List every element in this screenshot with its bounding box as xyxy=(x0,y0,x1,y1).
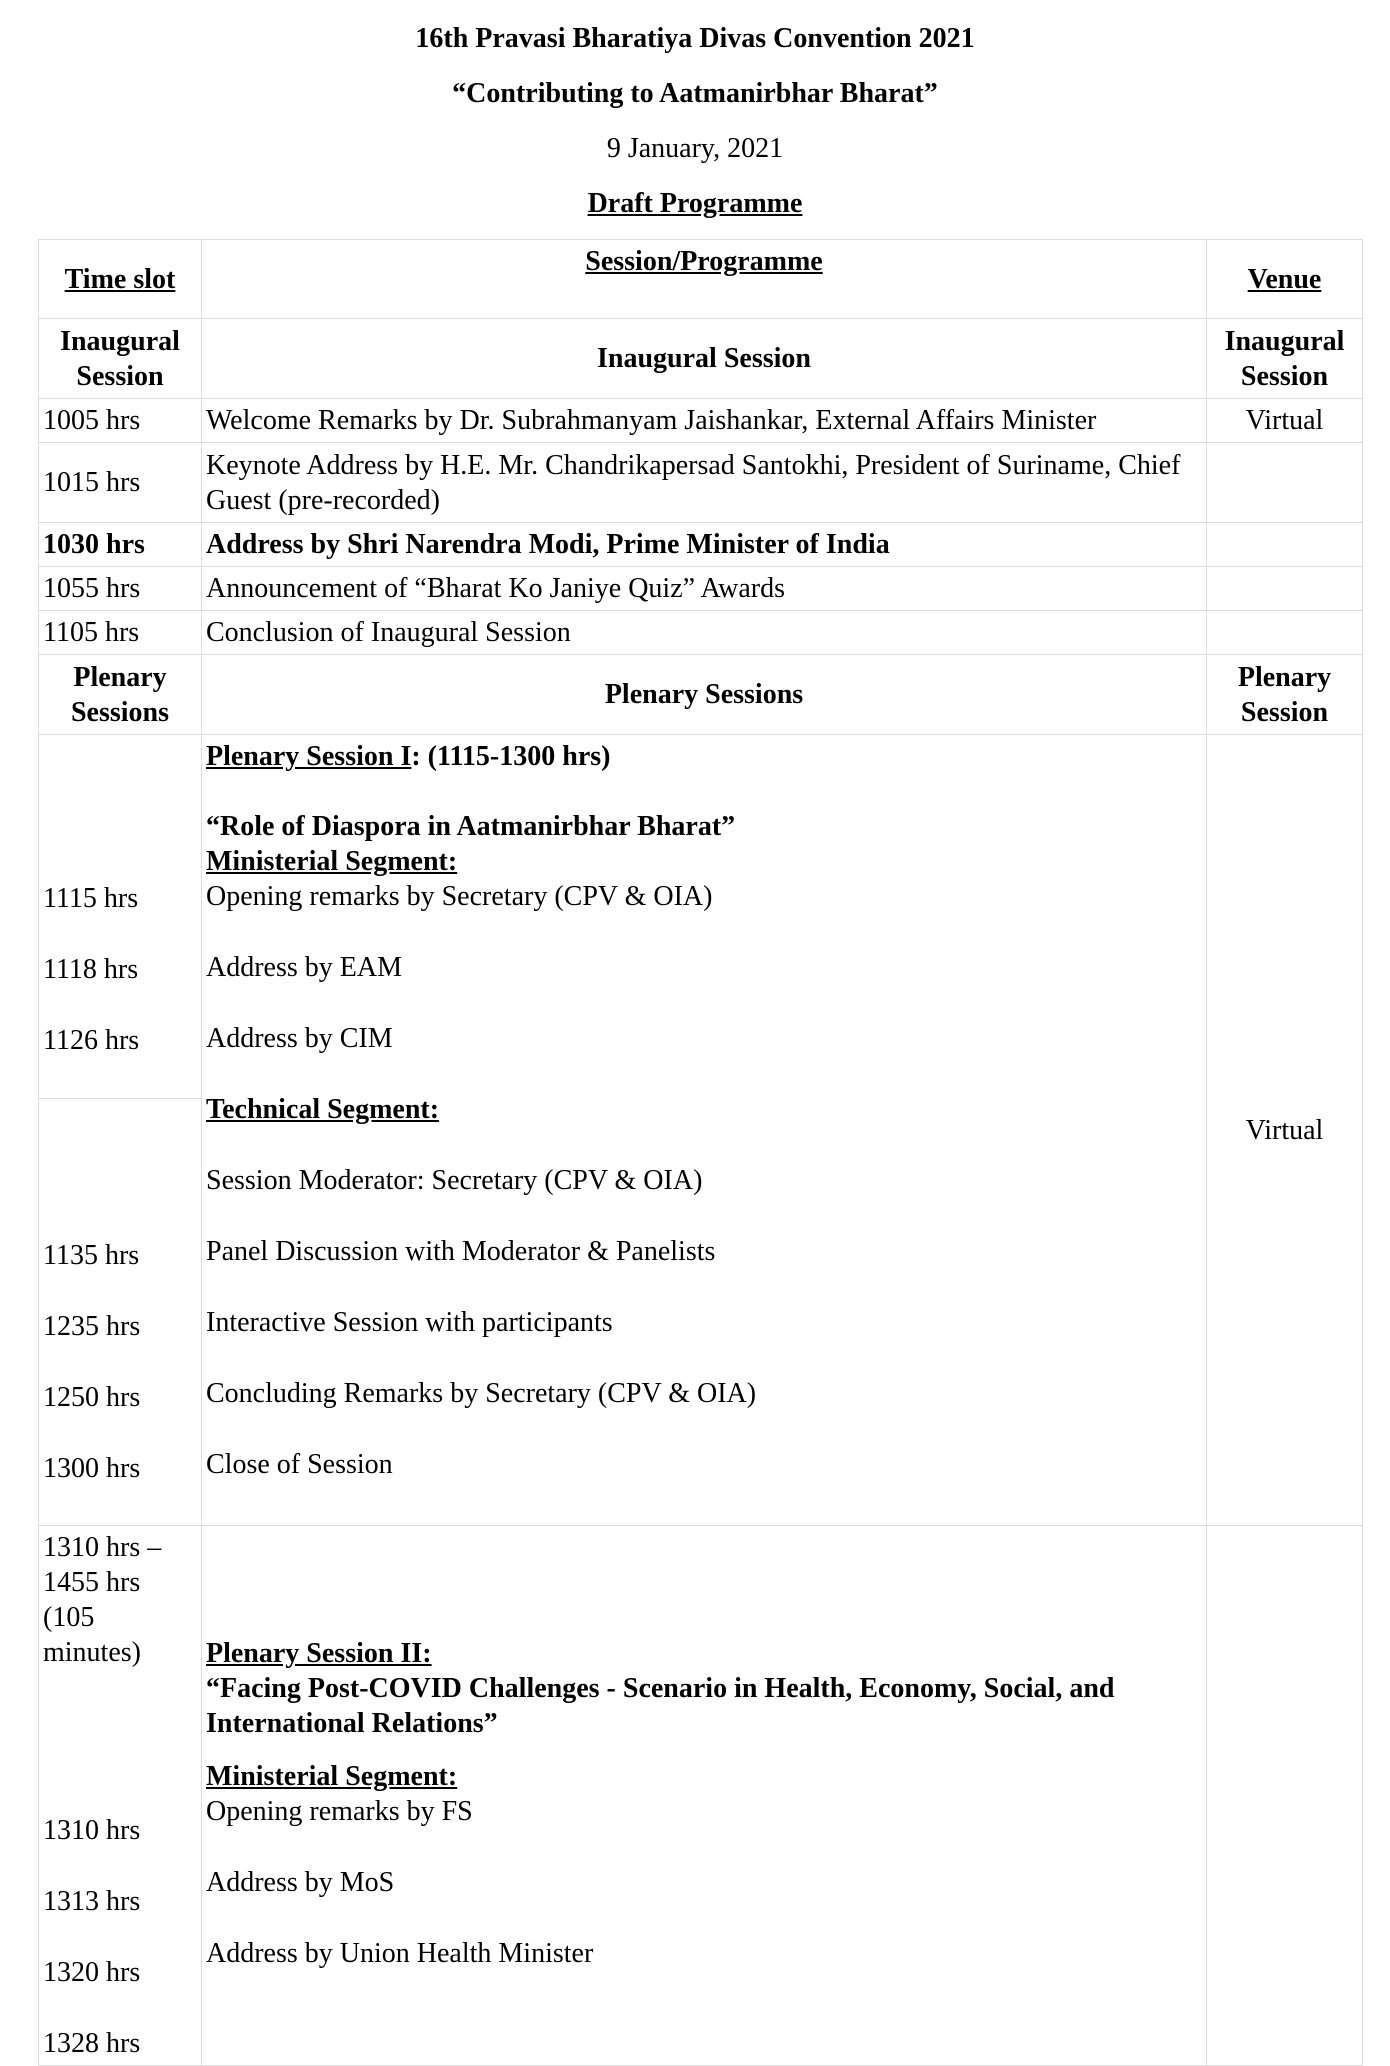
table-row xyxy=(39,399,1363,443)
row-time: 1005 hrs xyxy=(39,399,202,443)
row-text: Announcement of “Bharat Ko Janiye Quiz” Awards xyxy=(202,567,1207,611)
time-item: 1115 hrs xyxy=(43,883,139,914)
programme-item: Address by EAM xyxy=(206,952,402,983)
time-item: 1328 hrs xyxy=(43,2028,141,2059)
table-row xyxy=(39,567,1363,611)
programme-item: Opening remarks by FS xyxy=(206,1796,473,1827)
programme-item: Interactive Session with participants xyxy=(206,1307,613,1338)
plenary-section-row xyxy=(39,655,1363,735)
row-text: Address by Shri Narendra Modi, Prime Minister of India xyxy=(202,523,1207,567)
programme-item: Close of Session xyxy=(206,1449,393,1480)
row-text: Conclusion of Inaugural Session xyxy=(202,611,1207,655)
plenary-session-2-row xyxy=(39,1526,1363,2066)
session-2-ministerial-label: Ministerial Segment: xyxy=(206,1761,458,1792)
table-header-row xyxy=(39,240,1363,319)
plenary-left-label: Plenary Sessions xyxy=(39,655,202,735)
document-title: 16th Pravasi Bharatiya Divas Convention 2021 xyxy=(415,23,975,54)
time-range-line: minutes) xyxy=(43,1637,141,1668)
table-row xyxy=(39,443,1363,523)
session-1-times xyxy=(39,735,202,1526)
row-text: Welcome Remarks by Dr. Subrahmanyam Jaishankar, External Affairs Minister xyxy=(202,399,1207,443)
time-column-divider xyxy=(38,1098,202,1099)
session-1-ministerial-label: Ministerial Segment: xyxy=(206,846,458,877)
time-item: 1313 hrs xyxy=(43,1886,141,1917)
session-1-programme xyxy=(202,735,1207,1526)
row-time: 1030 hrs xyxy=(39,523,202,567)
row-venue xyxy=(1207,567,1363,611)
session-1-technical-label: Technical Segment: xyxy=(206,1094,440,1125)
programme-item: Address by CIM xyxy=(206,1023,393,1054)
document-subtitle: Draft Programme xyxy=(587,188,803,219)
programme-item: Address by Union Health Minister xyxy=(206,1938,594,1969)
row-venue xyxy=(1207,611,1363,655)
convention-date: 9 January, 2021 xyxy=(606,133,784,164)
column-header-venue: Venue xyxy=(1207,240,1363,319)
table-row xyxy=(39,611,1363,655)
inaugural-mid-label: Inaugural Session xyxy=(202,319,1207,399)
time-item: 1135 hrs xyxy=(43,1240,140,1271)
session-1-venue: Virtual xyxy=(1207,735,1363,1526)
time-item: 1300 hrs xyxy=(43,1453,141,1484)
programme-item: Opening remarks by Secretary (CPV & OIA) xyxy=(206,881,713,912)
time-item: 1310 hrs xyxy=(43,1815,141,1846)
row-venue: Virtual xyxy=(1207,399,1363,443)
time-item: 1235 hrs xyxy=(43,1311,141,1342)
time-item: 1250 hrs xyxy=(43,1382,141,1413)
time-range-line: (105 xyxy=(43,1602,95,1633)
time-item: 1126 hrs xyxy=(43,1025,140,1056)
convention-theme: “Contributing to Aatmanirbhar Bharat” xyxy=(452,78,938,109)
plenary-session-1-row xyxy=(39,735,1363,1526)
session-2-title: “Facing Post-COVID Challenges - Scenario in Health, Economy, Social, and International Relations” xyxy=(206,1673,1115,1739)
table-row xyxy=(39,523,1363,567)
session-2-venue xyxy=(1207,1526,1363,2066)
plenary-mid-label: Plenary Sessions xyxy=(202,655,1207,735)
inaugural-left-label: Inaugural Session xyxy=(39,319,202,399)
row-time: 1015 hrs xyxy=(39,443,202,523)
session-2-times xyxy=(39,1526,202,2066)
programme-item: Address by MoS xyxy=(206,1867,395,1898)
inaugural-right-label: Inaugural Session xyxy=(1207,319,1363,399)
session-2-heading: Plenary Session II: xyxy=(206,1638,432,1669)
inaugural-section-row xyxy=(39,319,1363,399)
row-time: 1105 hrs xyxy=(39,611,202,655)
column-header-time-slot: Time slot xyxy=(39,240,202,319)
programme-item: Session Moderator: Secretary (CPV & OIA) xyxy=(206,1165,703,1196)
row-venue xyxy=(1207,443,1363,523)
plenary-right-label: Plenary Session xyxy=(1207,655,1363,735)
session-1-heading: Plenary Session I: (1115-1300 hrs) xyxy=(206,741,611,772)
time-range-line: 1310 hrs – xyxy=(43,1532,162,1563)
row-text: Keynote Address by H.E. Mr. Chandrikapersad Santokhi, President of Suriname, Chief Guest (pre-recorded) xyxy=(202,443,1207,523)
time-range-line: 1455 hrs xyxy=(43,1567,141,1598)
column-header-session: Session/Programme xyxy=(202,240,1207,319)
session-1-title: “Role of Diaspora in Aatmanirbhar Bharat” xyxy=(206,811,736,842)
row-venue xyxy=(1207,523,1363,567)
programme-item: Concluding Remarks by Secretary (CPV & OIA) xyxy=(206,1378,757,1409)
time-item: 1118 hrs xyxy=(43,954,139,985)
programme-item: Panel Discussion with Moderator & Panelists xyxy=(206,1236,716,1267)
session-2-programme xyxy=(202,1526,1207,2066)
row-time: 1055 hrs xyxy=(39,567,202,611)
programme-table xyxy=(38,239,1363,2066)
time-item: 1320 hrs xyxy=(43,1957,141,1988)
